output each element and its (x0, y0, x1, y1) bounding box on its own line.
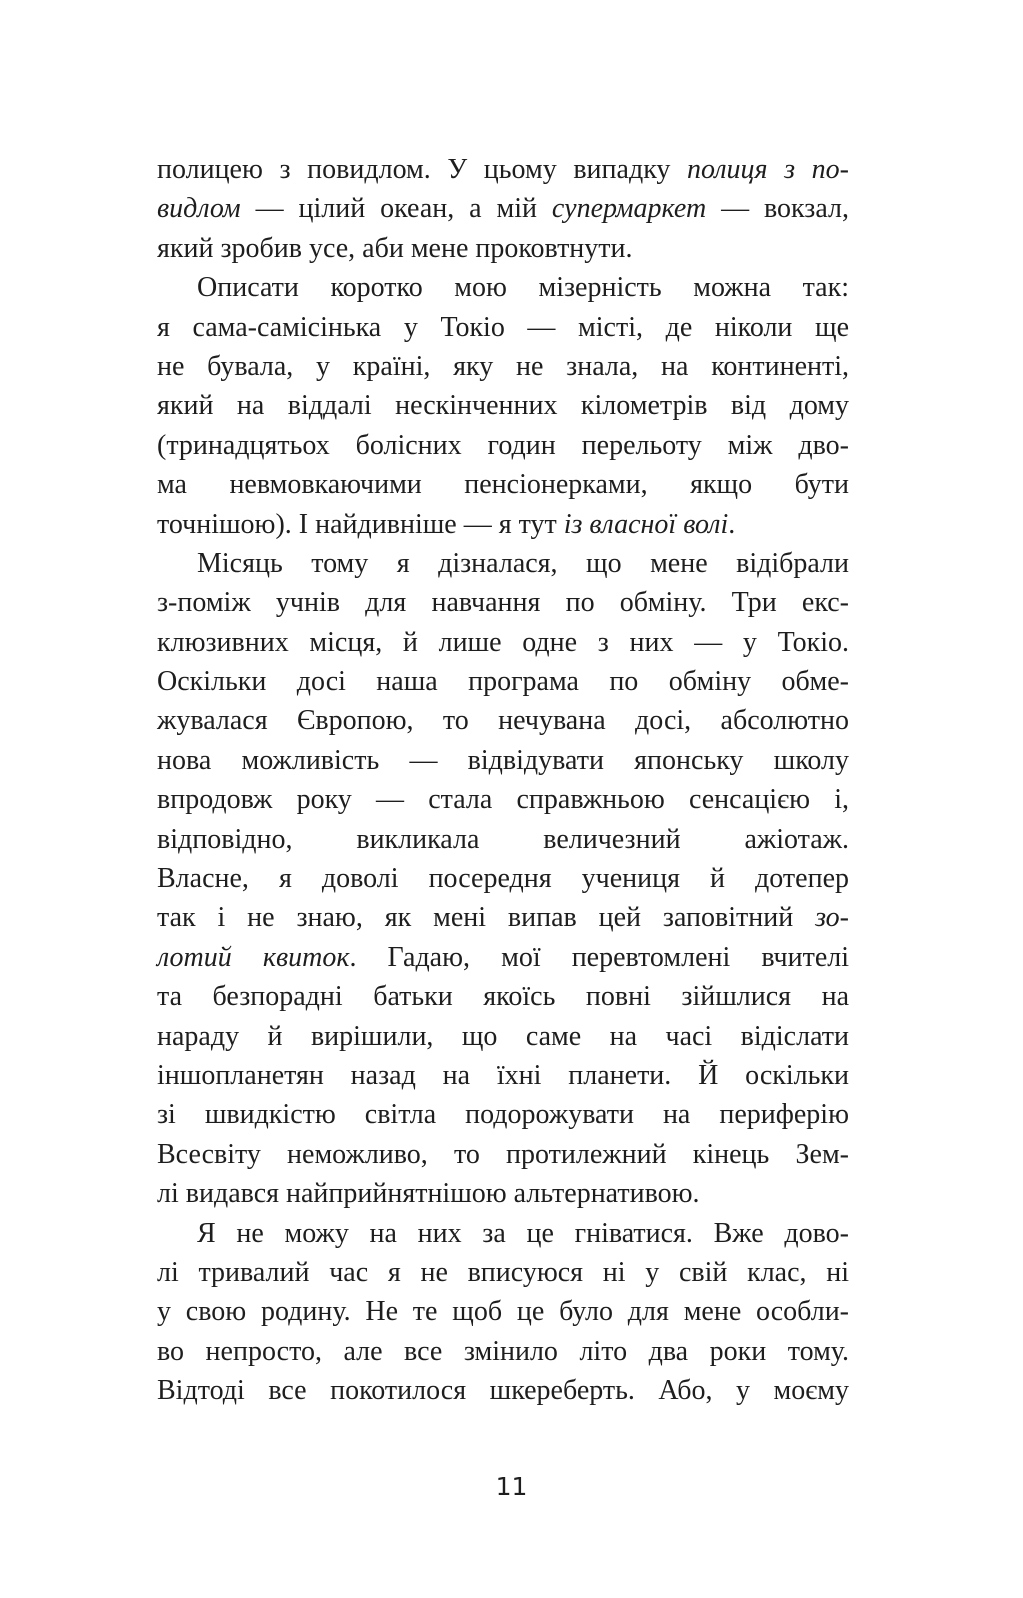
text-segment: — цілий океан, а мій (240, 193, 552, 225)
text-segment: жувалася Європою, то нечувана досі, абсолютно (157, 705, 849, 737)
text-segment: Я не можу на них за це гніватися. Вже дово- (197, 1217, 849, 1249)
text-segment: я сама-самісінька у Токіо — місті, де ніколи ще (157, 311, 849, 343)
text-segment: лі видався найприйнятнішою альтернативою. (157, 1178, 700, 1210)
italic-text: видлом (157, 193, 241, 225)
text-segment: лі тривалий час я не вписуюся ні у свій клас, ні (157, 1256, 849, 1288)
text-segment: Відтоді все покотилося шкереберть. Або, у моєму (157, 1375, 849, 1407)
text-line (157, 701, 849, 740)
paragraph-start-line (157, 544, 849, 583)
text-line (157, 1174, 849, 1213)
text-segment: так і не знаю, як мені випав цей заповітний (157, 902, 816, 934)
text-line (157, 1095, 849, 1134)
text-line (157, 1135, 849, 1174)
text-segment: во непросто, але все змінило літо два роки тому. (157, 1335, 849, 1367)
italic-text: із власної волі (563, 508, 729, 540)
text-line (157, 1292, 849, 1331)
text-segment: у свою родину. Не те щоб це було для мене особли- (157, 1296, 849, 1328)
text-line (157, 938, 849, 977)
text-line (157, 150, 849, 189)
text-segment: який на віддалі нескінченних кілометрів від дому (157, 390, 849, 422)
text-line (157, 1017, 849, 1056)
text-line (157, 229, 849, 268)
text-line (157, 426, 849, 465)
text-segment: нова можливість — відвідувати японську школу (157, 744, 849, 776)
text-line (157, 386, 849, 425)
text-line (157, 898, 849, 937)
text-line (157, 189, 849, 228)
text-segment: Місяць тому я дізналася, що мене відібрали (197, 547, 849, 579)
italic-text: полиця з по- (687, 154, 849, 185)
italic-text: лотий квиток (157, 941, 350, 973)
text-line (157, 583, 849, 622)
text-line (157, 505, 849, 544)
text-segment: Оскільки досі наша програма по обміну обме- (157, 666, 849, 698)
text-segment: іншопланетян назад на їхні планети. Й оскільки (157, 1059, 849, 1091)
italic-text: супермаркет (551, 193, 707, 225)
text-line (157, 1056, 849, 1095)
body-text (157, 150, 849, 1411)
text-line (157, 1253, 849, 1292)
text-segment: відповідно, викликала величезний ажіотаж. (157, 823, 849, 855)
text-segment: . Гадаю, мої перевтомлені вчителі (349, 941, 849, 973)
text-segment: Описати коротко мою мізерність можна так: (197, 272, 849, 304)
text-segment: зі швидкістю світла подорожувати на периферію (157, 1099, 849, 1131)
text-line (157, 662, 849, 701)
text-segment: (тринадцятьох болісних годин перельоту між дво- (157, 429, 849, 461)
text-line (157, 308, 849, 347)
text-segment: клюзивних місця, й лише одне з них — у Токіо. (157, 626, 849, 658)
paragraph-start-line (157, 1214, 849, 1253)
text-line (157, 347, 849, 386)
text-line (157, 977, 849, 1016)
page-number: 11 (495, 1472, 528, 1501)
text-segment: Всесвіту неможливо, то протилежний кінець Зем- (157, 1138, 849, 1170)
text-segment: точнішою). І найдивніше — я тут (157, 508, 564, 540)
text-segment: та безпорадні батьки якоїсь повні зійшлися на (157, 981, 849, 1013)
text-segment: — вокзал, (706, 193, 849, 225)
paragraph-start-line (157, 268, 849, 307)
italic-text: зо- (815, 902, 849, 934)
text-segment: . (728, 508, 736, 540)
text-segment: з-поміж учнів для навчання по обміну. Три екс- (157, 587, 849, 619)
text-line (157, 859, 849, 898)
text-segment: нараду й вирішили, що саме на часі відіслати (157, 1020, 849, 1052)
text-segment: полицею з повидлом. У цьому випадку (157, 154, 688, 185)
text-segment: не бувала, у країні, яку не знала, на континенті, (157, 350, 849, 382)
text-segment: який зробив усе, аби мене проковтнути. (157, 232, 633, 264)
text-line (157, 623, 849, 662)
text-segment: впродовж року — стала справжньою сенсацією і, (157, 784, 849, 816)
text-line (157, 1332, 849, 1371)
text-line (157, 465, 849, 504)
text-segment: Власне, я доволі посередня учениця й дотепер (157, 863, 849, 895)
text-line (157, 741, 849, 780)
text-line (157, 780, 849, 819)
text-line (157, 1371, 849, 1410)
text-segment: ма невмовкаючими пенсіонерками, якщо бути (157, 469, 849, 501)
text-line (157, 820, 849, 859)
